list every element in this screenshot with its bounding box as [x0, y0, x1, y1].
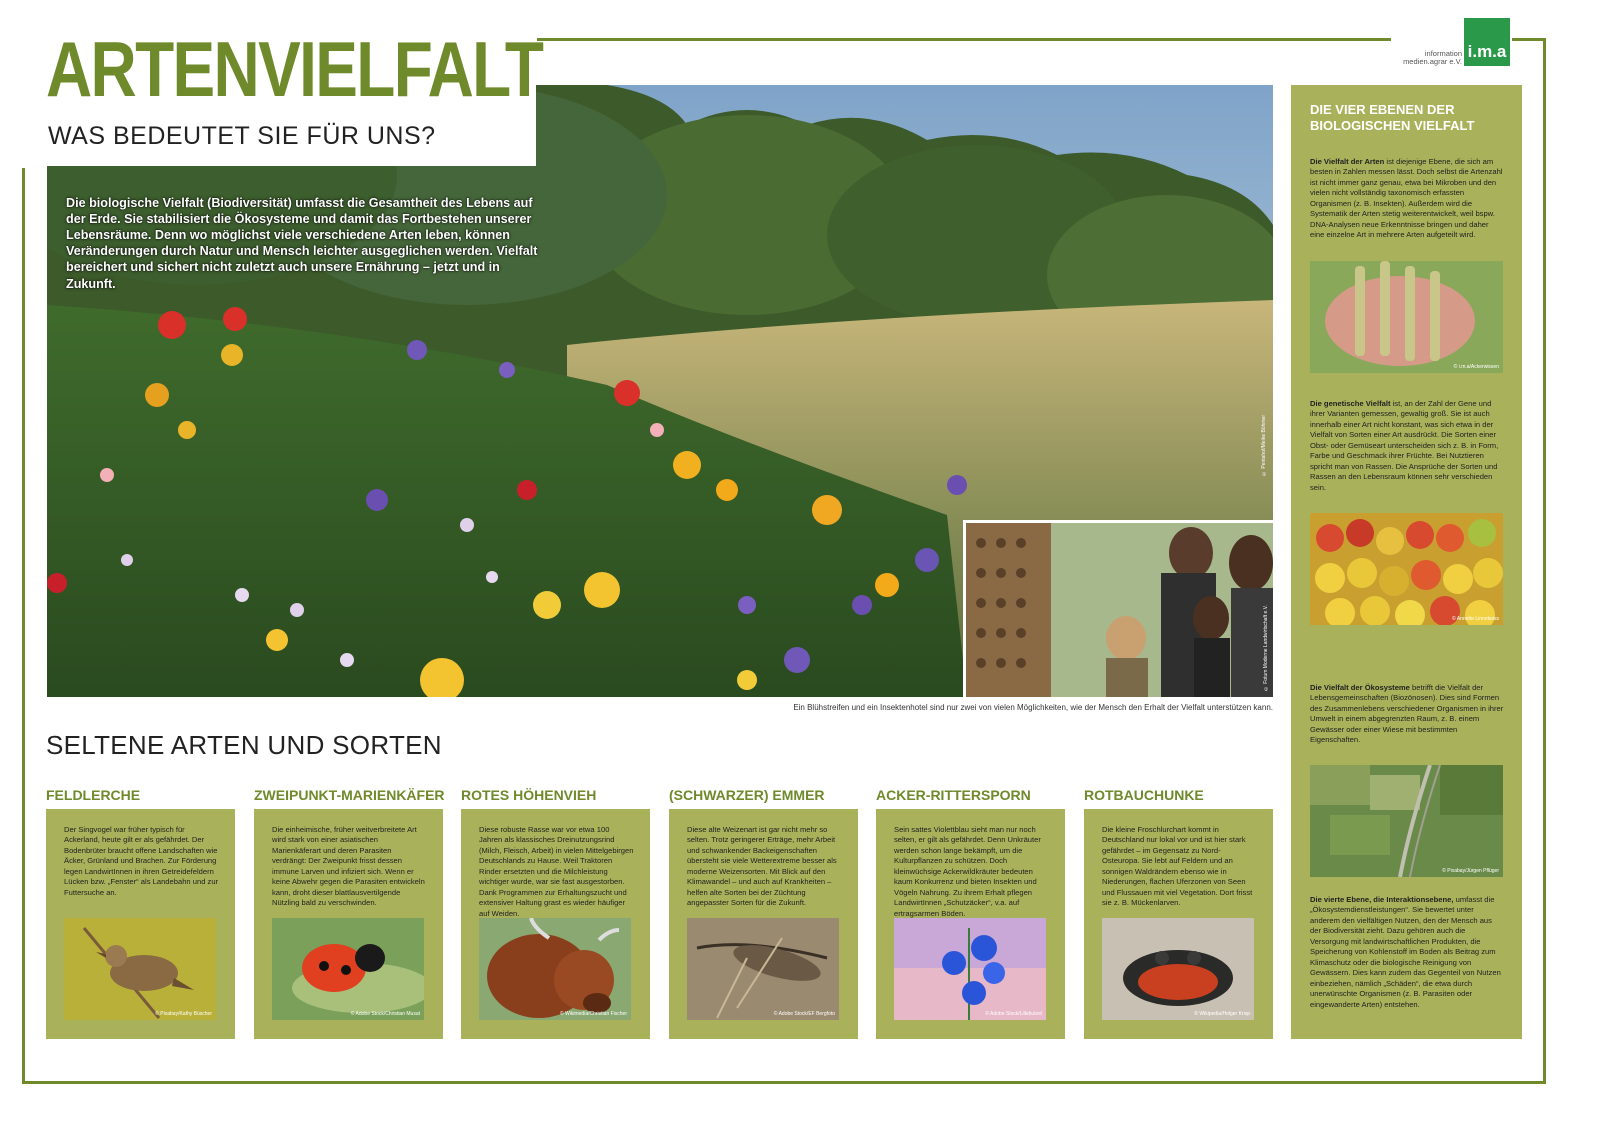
frame-bottom-line [22, 1081, 1546, 1084]
species-text: Diese alte Weizenart ist gar nicht mehr so selten. Trotz geringerer Erträge, mehr Arbeit und schwankender Backeigenschaften übersteht sie viele Wetterextreme besser als moderne Weizensorten. Mit Blick auf den Klimawandel – und auch auf Krankheiten – helfen alte Sorten bei der Züchtung angepasster Sorten für die Zukunft. [687, 825, 837, 908]
cattle-photo [479, 918, 631, 1020]
sidebar-block-genetic [1310, 399, 1505, 493]
landscape-illustration [1310, 765, 1503, 877]
emmer-illustration [687, 918, 839, 1020]
hero-photo-credit: © Pentahof/Meike Böhmer [1261, 415, 1267, 477]
wheat-hand-photo [1310, 261, 1503, 373]
photo-credit: © Pixabay/Kathy Büscher [155, 1011, 212, 1017]
species-card-hoehenvieh [461, 809, 650, 1039]
sidebar-block-species [1310, 157, 1505, 241]
photo-credit: © Wikipedia/Holger Krisp [1194, 1011, 1250, 1017]
frame-left-line [22, 168, 25, 1084]
frame-top-right-line [1512, 38, 1546, 41]
sidebar-lead: Die Vielfalt der Ökosysteme [1310, 683, 1410, 692]
sidebar-panel [1291, 85, 1522, 1039]
species-title-emmer: (SCHWARZER) EMMER [669, 787, 825, 803]
photo-credit: © Adobe Stock/Christian Musat [350, 1011, 420, 1017]
species-card-feldlerche [46, 809, 235, 1039]
sidebar-lead: Die vierte Ebene, die Interaktionsebene, [1310, 895, 1454, 904]
species-text: Sein sattes Violettblau sieht man nur noch selten, er gilt als gefährdet. Denn Unkräuter werden schon lange bekämpft, um die Kulturpflanzen zu schützen. Doch kleinwüchsige Ackerwildkräuter bedeuten kaum Konkurrenz und bieten Insekten und Vögeln Nahrung. Zu ihrem Erhalt pflegen LandwirtInnen „Schutzäcker“, v.a. auf ertragsarmen Böden. [894, 825, 1041, 918]
apples-photo [1310, 513, 1503, 625]
species-title-marienkaefer: ZWEIPUNKT-MARIENKÄFER [254, 787, 445, 803]
insect-hotel-photo [963, 520, 1273, 697]
photo-credit: © Wikimedia/Christian Fischer [559, 1011, 627, 1017]
species-title-hoehenvieh: ROTES HÖHENVIEH [461, 787, 597, 803]
larkspur-illustration [894, 918, 1046, 1020]
sidebar-text: ist diejenige Ebene, die sich am besten in Zahlen messen lässt. Doch selbst die Artenzahl ist nicht immer ganz genau, etwa bei Mikroben und den vielen nicht vollständig taxonomisch erfassten Organismen (z. B. Insekten). Außerdem wird die Systematik der Arten stetig weiterentwickelt, weil bspw. DNA-Analysen neue Erkenntnisse bringen und daher eine einzelne Art in mehrere Arten aufgeteilt wird. [1310, 157, 1503, 240]
photo-credit: © i.m.a/Ackerwissen [1453, 364, 1499, 370]
section-title-rare: SELTENE ARTEN UND SORTEN [46, 730, 442, 760]
sidebar-block-interaction [1310, 895, 1505, 1010]
emmer-photo [687, 918, 839, 1020]
species-card-rotbauchunke [1084, 809, 1273, 1039]
toad-photo [1102, 918, 1254, 1020]
sidebar-text: ist, an der Zahl der Gene und ihrer Varianten gemessen, gewaltig groß. Sie ist auch innerhalb einer Art nicht konstant, was sich etwa in der Vielfalt von Sorten einer Art ausdrückt. Die Sorten einer Obst- oder Gemüseart unterscheiden sich z. B. in Form, Farbe und Geschmack ihrer Früchte. Bei Nutztieren spricht man von Rassen. Die Ansprüche der Sorten und Rassen an den Lebensraum können sehr verschieden sein. [1310, 399, 1499, 492]
photo-credit: © Annette Linnekeiss [1451, 616, 1499, 622]
sidebar-text: umfasst die „Ökosystemdienstleistungen“. Sie bewertet unter anderem den vielfältigen Nutzen, den der Mensch aus der Biodiversität zieht. Dazu gehören auch die Versorgung mit landwirtschaftlichen Produkten, die Speicherung von Kohlenstoff im Boden als Beitrag zum Klimaschutz oder die biologische Reinigung von Gewässern. Dies kann zudem das Gegenteil von Nutzen einbeziehen, nämlich „Schäden“, die etwa durch unerwünschte Organismen (z. B. Parasiten oder eingewanderte Arten) entstehen. [1310, 895, 1501, 1009]
insect-hotel-illustration [966, 523, 1273, 697]
sidebar-text: betrifft die Vielfalt der Lebensgemeinschaften (Biozönosen). Dies sind Formen des Zusammenlebens verschiedener Organismen in ihrer Umwelt in einem abgegrenzten Raum, z. B. einem Gewässer oder einer Wiese mit bestimmten Eigenschaften. [1310, 683, 1504, 745]
cattle-illustration [479, 918, 631, 1020]
ima-logo: i.m.a [1464, 18, 1510, 66]
page-title: ARTENVIELFALT [46, 25, 543, 113]
ladybug-photo [272, 918, 424, 1020]
lark-photo [64, 918, 216, 1020]
species-title-rotbauchunke: ROTBAUCHUNKE [1084, 787, 1204, 803]
sidebar-lead: Die Vielfalt der Arten [1310, 157, 1385, 166]
larkspur-photo [894, 918, 1046, 1020]
species-title-rittersporn: ACKER-RITTERSPORN [876, 787, 1031, 803]
species-text: Diese robuste Rasse war vor etwa 100 Jahren als klassisches Dreinutzungsrind (Milch, Fleisch, Arbeit) in vielen Mittelgebirgen Deutschlands zu Hause. Weil Traktoren Rinder ersetzten und die Milchleistung wichtiger wurde, war sie fast ausgestorben. Dank Programmen zur Erhaltungszucht und extensiver Haltung grast es wieder häufiger auf Weiden. [479, 825, 634, 918]
sidebar-lead: Die genetische Vielfalt [1310, 399, 1391, 408]
species-text: Die kleine Froschlurchart kommt in Deutschland nur lokal vor und ist hier stark gefährdet – im Gegensatz zu Nord-Osteuropa. Sie lebt auf Feldern und an sonnigen Waldrändern ebenso wie in Niederungen, flachen Uferzonen von Seen und Flussauen mit viel Vegetation. Dort frisst sie z. B. Mückenlarven. [1102, 825, 1253, 908]
toad-illustration [1102, 918, 1254, 1020]
species-card-emmer [669, 809, 858, 1039]
photo-credit: © Pixabay/Jürgen Pflüger [1442, 868, 1499, 874]
page-subtitle: WAS BEDEUTET SIE FÜR UNS? [48, 122, 436, 150]
species-title-feldlerche: FELDLERCHE [46, 787, 141, 803]
inset-photo-credit: © Fotum Moderne Landwirtschaft e.V. [1263, 605, 1269, 692]
species-card-marienkaefer [254, 809, 443, 1039]
hero-image [47, 85, 1273, 697]
hero-caption: Ein Blühstreifen und ein Insektenhotel sind nur zwei von vielen Möglichkeiten, wie der Mensch den Erhalt der Vielfalt unterstützen kann. [793, 703, 1273, 712]
sidebar-block-ecosystems [1310, 683, 1505, 746]
sidebar-title: DIE VIER EBENEN DER BIOLOGISCHEN VIELFALT [1310, 102, 1475, 133]
photo-credit: © Adobe Stock/EF Bergfoto [773, 1011, 835, 1017]
logo-text [1372, 50, 1462, 67]
landscape-photo [1310, 765, 1503, 877]
photo-credit: © Adobe Stock/Lillebutzel [985, 1011, 1042, 1017]
lark-illustration [64, 918, 216, 1020]
frame-right-line [1543, 38, 1546, 1084]
species-text: Die einheimische, früher weitverbreitete Art wird stark von einer asiatischen Marienkäferart und deren Parasiten verdrängt: Der Zweipunkt frisst dessen immune Larven und infiziert sich. Wenn er keine Abwehr gegen die Parasiten entwickeln kann, droht dieser blattlausvertilgende Nützling bald zu verschwinden. [272, 825, 425, 908]
species-card-rittersporn [876, 809, 1065, 1039]
wheat-hand-illustration [1310, 261, 1503, 373]
ladybug-illustration [272, 918, 424, 1020]
intro-text: Die biologische Vielfalt (Biodiversität) umfasst die Gesamtheit des Lebens auf der Erde. Sie stabilisiert die Ökosysteme und damit das Fortbestehen unserer Lebensräume. Denn wo möglichst viele verschiedene Arten leben, können Veränderungen durch Natur und Mensch leichter ausgeglichen werden. Vielfalt bereichert und sichert nicht zuletzt auch unsere Ernährung – jetzt und in Zukunft. [66, 196, 538, 291]
frame-top-line [537, 38, 1391, 41]
logo-text-line2: medien.agrar e.V. [1403, 57, 1462, 67]
species-text: Der Singvogel war früher typisch für Ackerland, heute gilt er als gefährdet. Der Bodenbrüter braucht offene Landschaften wie Äcker, Grünland und Brachen. Zur Förderung legen LandwirtInnen in ihren Getreidefeldern Lücken bzw. „Fenster“ als Landebahn und zur Futtersuche an. [64, 825, 219, 897]
apples-illustration [1310, 513, 1503, 625]
logo-text-line1: information [1424, 49, 1462, 58]
